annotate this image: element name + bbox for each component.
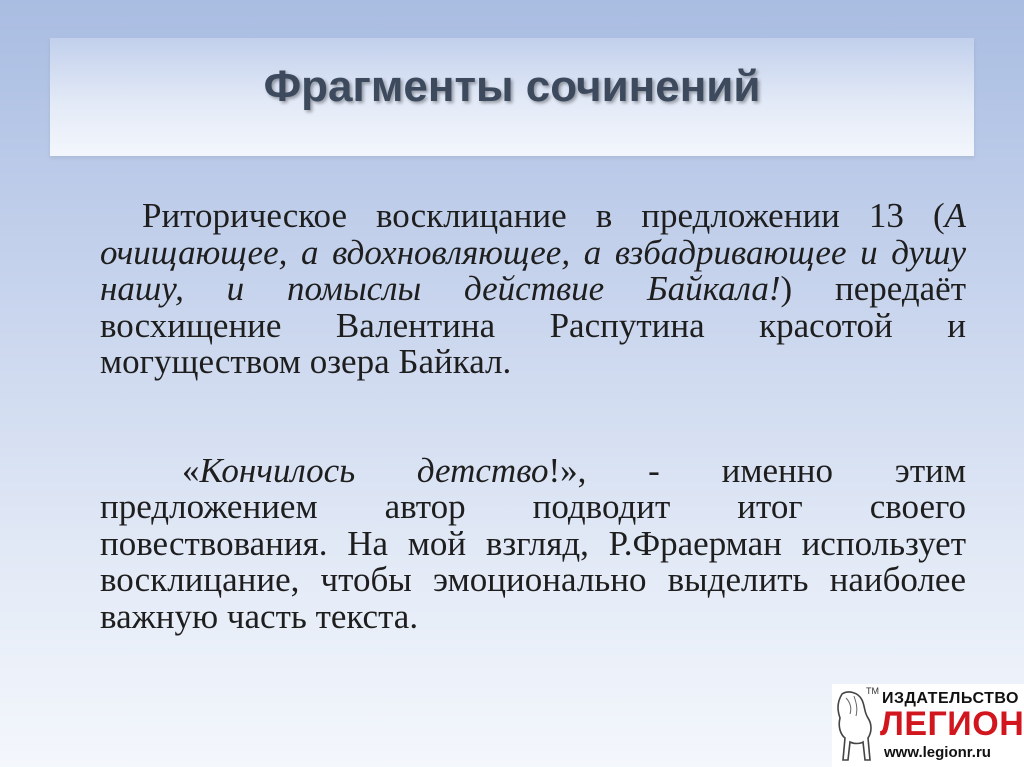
paragraph2-quote: Кончилось детство (199, 450, 549, 490)
slide-title: Фрагменты сочинений (263, 62, 761, 111)
paragraph1-intro: Риторическое восклицание в предложении 13 ( (142, 196, 945, 235)
paragraph-rhetorical-exclamation (100, 198, 966, 381)
logo-publisher-label: ИЗДАТЕЛЬСТВО (882, 690, 1019, 707)
horse-icon (834, 688, 876, 764)
paragraph2-open: « (182, 450, 200, 490)
slide-content (100, 198, 966, 635)
paragraph2-close: !», - именно этим предложением автор подводит итог своего повествования. На мой взгляд, Р.Фраерман использует восклицание, чтобы эмоционально выделить наиболее важную часть текста. (100, 450, 966, 636)
paragraph-childhood-ended (100, 450, 966, 636)
paragraph1-outro: ) передаёт восхищение Валентина Распутина красотой и могуществом озера Байкал. (100, 269, 967, 381)
logo-brand-name: ЛЕГИОН (880, 705, 1024, 743)
trademark-mark: TM (866, 686, 879, 696)
logo-website: www.legionr.ru (884, 744, 991, 761)
publisher-logo (832, 684, 1024, 767)
paragraph1-quote: А очищающее, а вдохновляющее, а взбадривающее и душу нашу, и помыслы действие Байкала! (100, 196, 966, 308)
